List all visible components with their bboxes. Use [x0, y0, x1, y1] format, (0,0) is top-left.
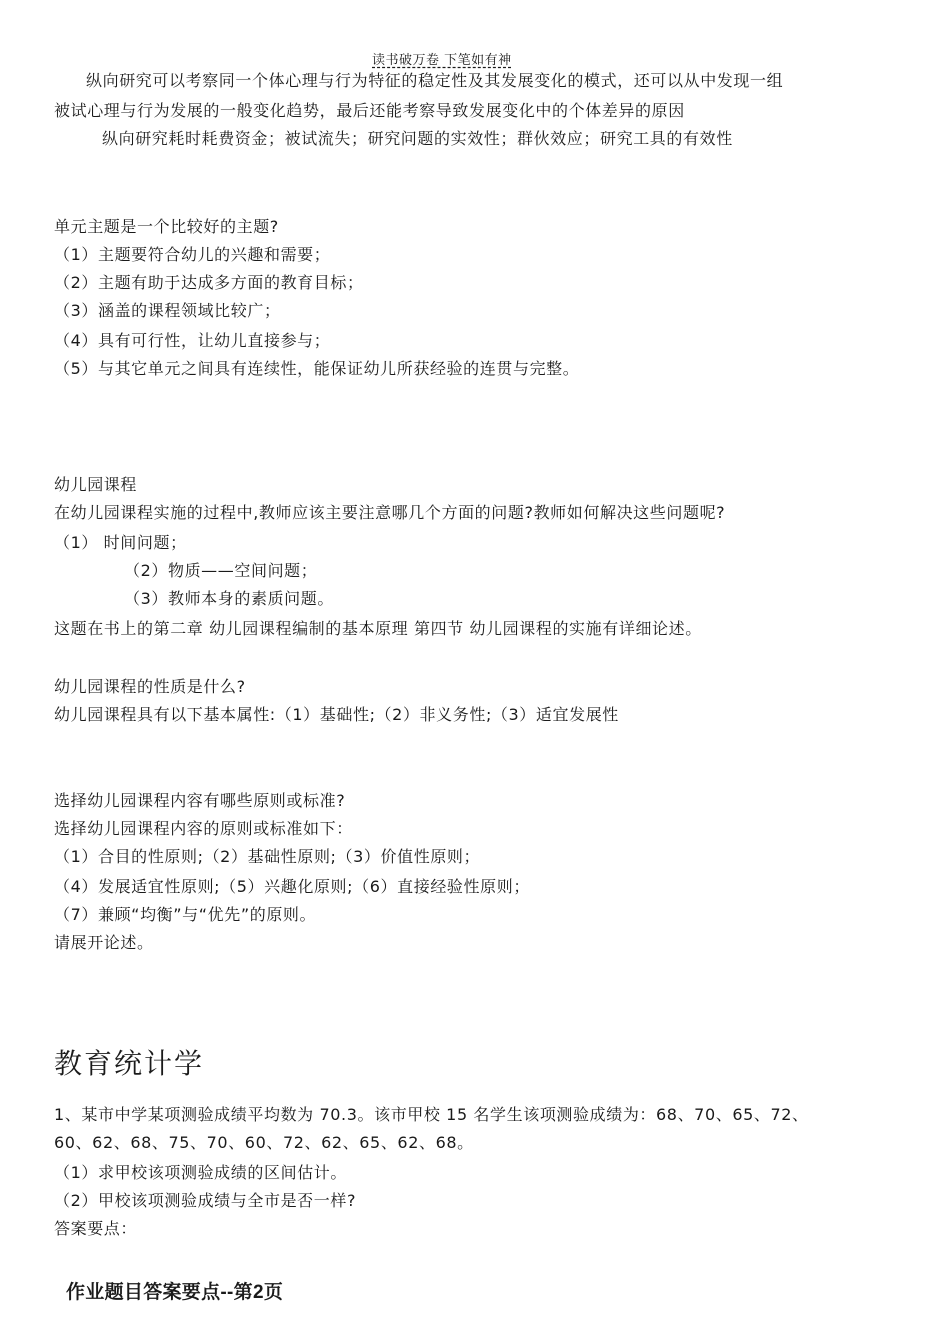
intro-line-3: 纵向研究耗时耗费资金；被试流失；研究问题的实效性；群伙效应；研究工具的有效性 — [102, 129, 733, 148]
selection-intro: 选择幼儿园课程内容的原则或标准如下： — [54, 819, 353, 838]
unit-theme-item: （1）主题要符合幼儿的兴趣和需要； — [54, 245, 331, 264]
course-note: 这题在书上的第二章 幼儿园课程编制的基本原理 第四节 幼儿园课程的实施有详细论述。 — [54, 619, 702, 638]
selection-item: （7）兼顾“均衡”与“优先”的原则。 — [54, 905, 317, 924]
unit-theme-item: （2）主题有助于达成多方面的教育目标； — [54, 273, 364, 292]
selection-question: 选择幼儿园课程内容有哪些原则或标准? — [54, 791, 346, 810]
statistics-sub-question: （1）求甲校该项测验成绩的区间估计。 — [54, 1163, 347, 1182]
intro-line-2: 被试心理与行为发展的一般变化趋势，最后还能考察导致发展变化中的个体差异的原因 — [54, 101, 685, 120]
statistics-sub-question: （2）甲校该项测验成绩与全市是否一样? — [54, 1191, 357, 1210]
page-header: 读书破万卷 下笔如有神 — [372, 53, 512, 68]
course-item: （2）物质——空间问题； — [124, 561, 318, 580]
unit-theme-question: 单元主题是一个比较好的主题? — [54, 217, 279, 236]
selection-item: （4）发展适宜性原则;（5）兴趣化原则;（6）直接经验性原则； — [54, 877, 530, 896]
nature-answer: 幼儿园课程具有以下基本属性:（1）基础性;（2）非义务性;（3）适宜发展性 — [54, 705, 619, 724]
course-title: 幼儿园课程 — [54, 475, 138, 494]
course-question: 在幼儿园课程实施的过程中,教师应该主要注意哪几个方面的问题?教师如何解决这些问题呢? — [54, 503, 726, 522]
unit-theme-item: （5）与其它单元之间具有连续性，能保证幼儿所获经验的连贯与完整。 — [54, 359, 580, 378]
selection-item: （1）合目的性原则;（2）基础性原则;（3）价值性原则； — [54, 847, 481, 866]
statistics-problem-line-1: 1、某市中学某项测验成绩平均数为 70.3。该市甲校 15 名学生该项测验成绩为：68、70、65、72、 — [54, 1105, 809, 1124]
selection-closing: 请展开论述。 — [54, 933, 154, 952]
answer-label: 答案要点： — [54, 1219, 138, 1238]
course-item: （1） 时间问题； — [54, 533, 187, 552]
unit-theme-item: （3）涵盖的课程领域比较广； — [54, 301, 281, 320]
unit-theme-item: （4）具有可行性，让幼儿直接参与； — [54, 331, 331, 350]
nature-question: 幼儿园课程的性质是什么? — [54, 677, 246, 696]
page-footer: 作业题目答案要点--第2页 — [66, 1282, 284, 1303]
statistics-problem-line-2: 60、62、68、75、70、60、72、62、65、62、68。 — [54, 1133, 474, 1152]
course-item: （3）教师本身的素质问题。 — [124, 589, 334, 608]
statistics-heading: 教育统计学 — [54, 1047, 205, 1080]
intro-line-1: 纵向研究可以考察同一个体心理与行为特征的稳定性及其发展变化的模式，还可以从中发现一组 — [86, 71, 784, 90]
